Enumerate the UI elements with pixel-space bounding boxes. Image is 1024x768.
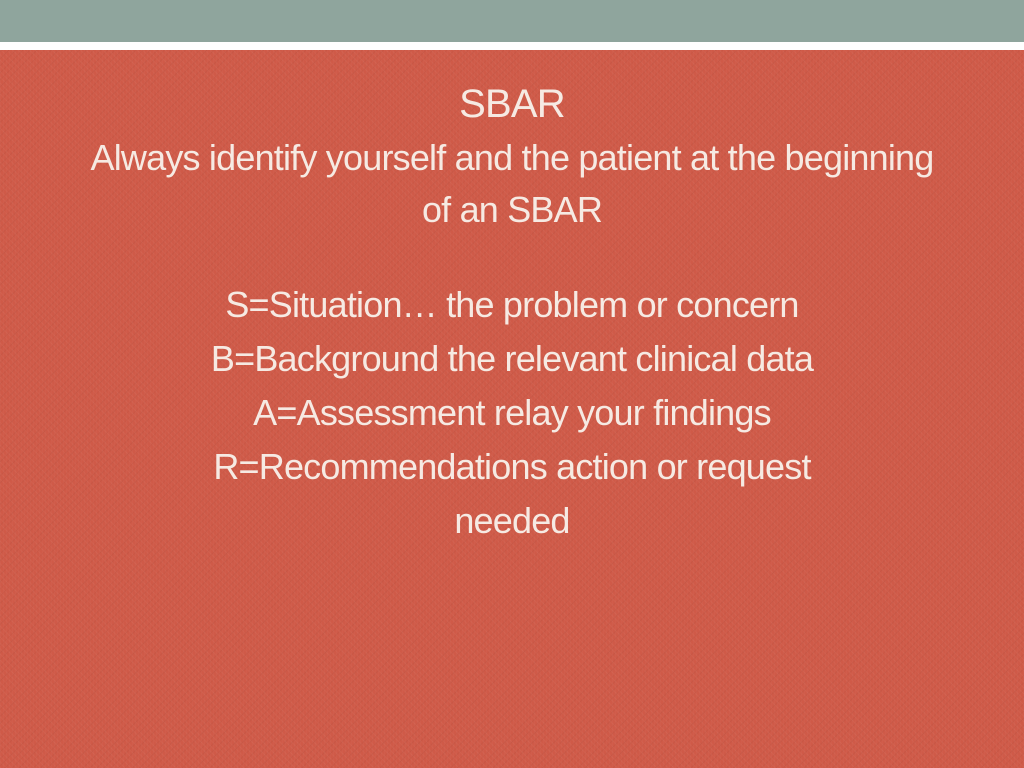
sbar-item-assessment: A=Assessment relay your findings [253,392,771,433]
slide-title: SBAR [459,82,565,126]
sbar-item-background: B=Background the relevant clinical data [210,338,814,379]
sbar-item-recommendations: R=Recommendations action or request needed [213,446,811,541]
header-bar [0,0,1024,42]
content-panel [0,50,1024,768]
spacer [60,236,964,278]
slide-subtitle: Always identify yourself and the patient at the beginning of an SBAR [90,137,934,230]
header-divider [0,42,1024,50]
slide-text [60,80,964,548]
sbar-item-situation: S=Situation… the problem or concern [225,284,799,325]
